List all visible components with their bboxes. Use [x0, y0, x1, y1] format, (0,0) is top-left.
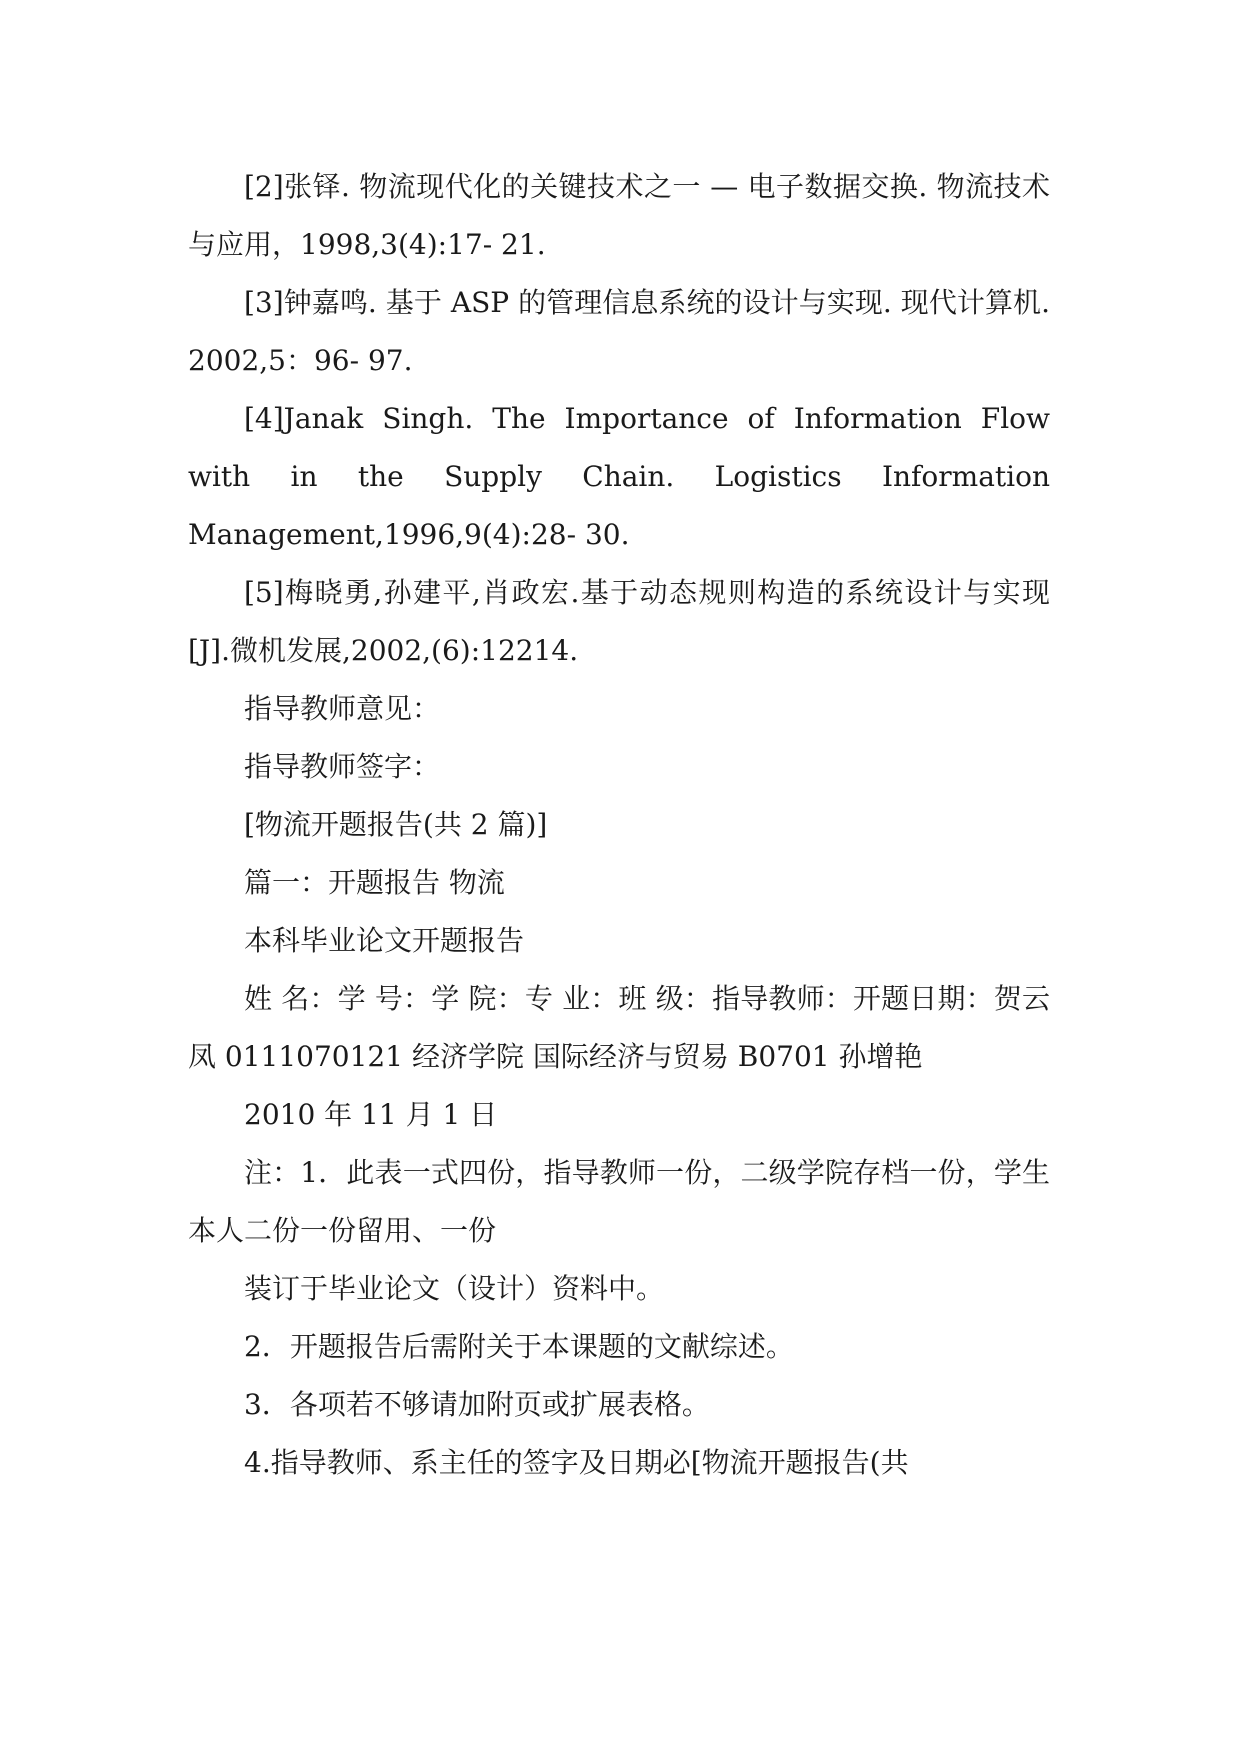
advisor-signature-label: 指导教师签字： — [244, 750, 441, 783]
reference-4: [4]Janak Singh. The Importance of Information Flow with in the Supply Chain. Logistics Information Management,1996,9(4):28- 30. — [188, 402, 1050, 551]
note-1: 注：1．此表一式四份，指导教师一份，二级学院存档一份，学生本人二份一份留用、一份 — [188, 1156, 1050, 1247]
advisor-opinion-label: 指导教师意见： — [244, 692, 441, 725]
note-4: 4.指导教师、系主任的签字及日期必[物流开题报告(共 — [244, 1446, 909, 1479]
student-info: 姓 名：学 号：学 院：专 业：班 级：指导教师：开题日期：贺云凤 0111070121 经济学院 国际经济与贸易 B0701 孙增艳 — [188, 982, 1050, 1073]
document-body — [188, 158, 1050, 1492]
reference-5: [5]梅晓勇,孙建平,肖政宏.基于动态规则构造的系统设计与实现[J].微机发展,2002,(6):12214. — [188, 576, 1050, 667]
report-title: 本科毕业论文开题报告 — [244, 924, 525, 957]
note-3: 3．各项若不够请加附页或扩展表格。 — [244, 1388, 710, 1421]
reference-3: [3]钟嘉鸣. 基于 ASP 的管理信息系统的设计与实现. 现代计算机. 2002,5：96- 97. — [188, 286, 1050, 377]
reference-2: [2]张铎. 物流现代化的关键技术之一 — 电子数据交换. 物流技术与应用，1998,3(4):17- 21. — [188, 170, 1050, 261]
section-title: [物流开题报告(共 2 篇)] — [244, 808, 548, 841]
chapter-heading: 篇一：开题报告 物流 — [244, 866, 505, 899]
report-date: 2010 年 11 月 1 日 — [244, 1098, 498, 1131]
note-2: 2．开题报告后需附关于本课题的文献综述。 — [244, 1330, 794, 1363]
note-1-continued: 装订于毕业论文（设计）资料中。 — [244, 1272, 665, 1305]
